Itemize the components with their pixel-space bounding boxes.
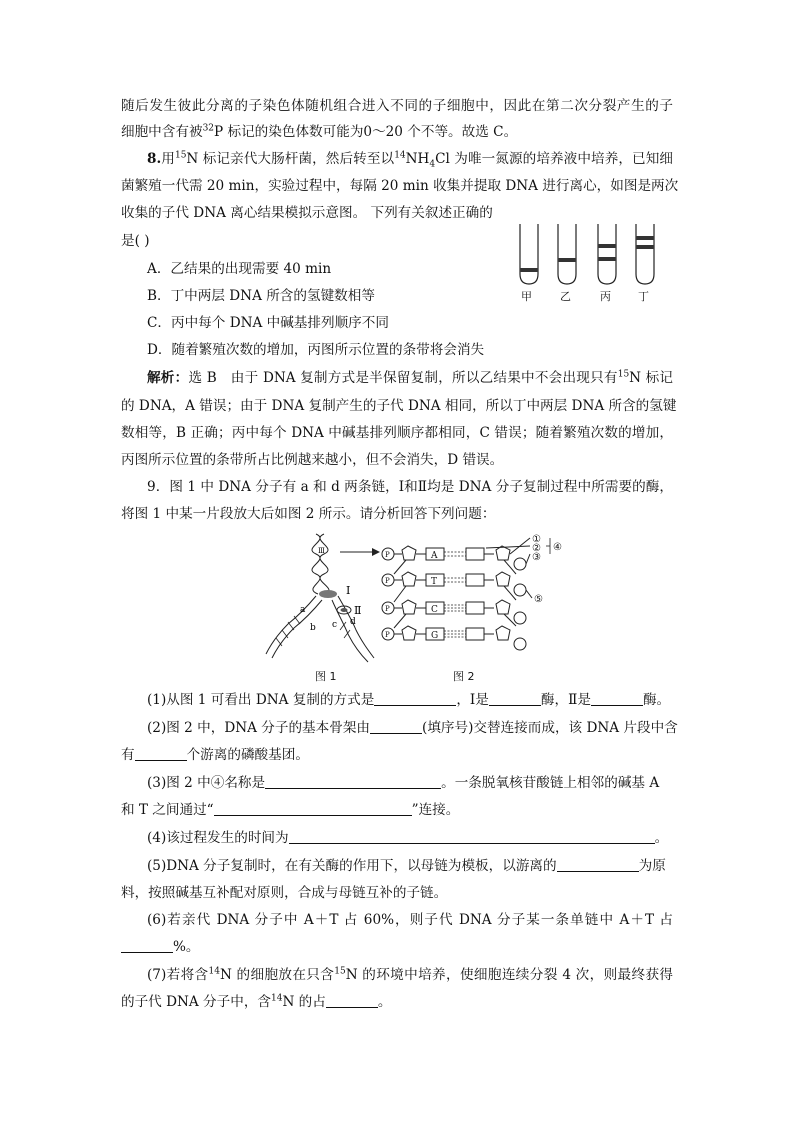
q9-sub-3-line-1: (3)图 2 中④名称是 。一条脱氧核苷酸链上相邻的碱基 A: [147, 775, 660, 791]
q8-option-a: A．乙结果的出现需要 40 min: [147, 261, 332, 277]
q9-line-2: 将图 1 中某一片段放大后如图 2 所示。请分析回答下列问题：: [121, 506, 496, 522]
q9-sub-6-line-2: %。: [121, 937, 673, 957]
carryover-line-2: 细胞中含有被$^{32}$P 标记的染色体数可能为0～20 个不等。故选 C。: [121, 123, 518, 140]
fig2-base-g: G: [431, 631, 439, 641]
q9-sub-4: (4)该过程发生的时间为 。: [147, 830, 669, 846]
band-bing-middle: [599, 257, 616, 261]
tube-yi: [558, 224, 576, 284]
tube-label-yi: 乙: [560, 290, 571, 303]
q9-sub-2-line-2: 有 个游离的磷酸基团。: [121, 747, 309, 763]
tube-ding: [636, 224, 654, 284]
fig1-label-c: c: [332, 620, 338, 630]
q8-line-3: 收集的子代 DNA 离心结果模拟示意图。 下列有关叙述正确的: [121, 205, 493, 221]
q8-explanation-line-3: 数相等，B 正确；丙中每个 DNA 中碱基排列顺序都相同，C 错误；随着繁殖次数的增加，: [121, 425, 673, 441]
q9-sub-5-line-1: (5)DNA 分子复制时，在有关酶的作用下，以母链为模板，以游离的 为原: [147, 858, 666, 874]
q8-line-4: 是( ): [121, 233, 150, 249]
fig2-base-a: A: [431, 551, 438, 561]
fig1-label-b: b: [310, 623, 316, 633]
band-ding-top: [637, 236, 654, 240]
q8-line-1: 8.用$^{15}$N 标记亲代大肠杆菌，然后转至以$^{14}NH_4Cl$ 为唯一氮源的培养液中培养，已知细: [147, 150, 674, 170]
answer-blank[interactable]: [374, 691, 456, 706]
fig2-base-t: T: [431, 577, 438, 587]
fig2-base-c: C: [431, 605, 438, 615]
answer-blank[interactable]: [591, 691, 643, 706]
q9-sub-7-line-1: (7)若将含$^{14}$N 的细胞放在只含$^{15}$N 的环境中培养，使细胞连续分裂 4 次，则最终获得: [147, 966, 673, 983]
tube-label-jia: 甲: [521, 290, 532, 303]
answer-blank[interactable]: [214, 801, 412, 816]
q8-option-d: D．随着繁殖次数的增加，丙图所示位置的条带将会消失: [147, 342, 485, 358]
tube-label-bing: 丙: [600, 290, 611, 303]
answer-blank[interactable]: [265, 774, 441, 789]
band-ding-middle: [637, 245, 654, 249]
tube-label-ding: 丁: [638, 290, 649, 303]
fig1-label-enzyme-1: Ⅰ: [346, 584, 351, 597]
answer-blank[interactable]: [289, 829, 655, 844]
carryover-line-1: 随后发生彼此分离的子染色体随机组合进入不同的子细胞中，因此在第二次分裂产生的子: [121, 98, 673, 114]
answer-blank[interactable]: [326, 993, 378, 1008]
fig2-label-3: ③: [532, 552, 541, 563]
q9-line-1: 9．图 1 中 DNA 分子有 a 和 d 两条链，Ⅰ和Ⅱ均是 DNA 分子复制过程中所需要的酶，: [147, 479, 673, 495]
q9-sub-7-line-2: 的子代 DNA 分子中，含$^{14}$N 的占 。: [121, 993, 392, 1010]
fig2-label-2: ②: [532, 543, 541, 554]
q9-sub-1: (1)从图 1 可看出 DNA 复制的方式是 ，Ⅰ是 酶，Ⅱ是 酶。: [147, 692, 671, 708]
q8-option-b: B．丁中两层 DNA 所含的氢键数相等: [147, 288, 375, 304]
q9-sub-2-line-1: (2)图 2 中，DNA 分子的基本骨架由 (填序号)交替连接而成，该 DNA 片段中含: [147, 720, 678, 736]
q8-explanation-line-2: 的 DNA，A 错误；由于 DNA 复制产生的子代 DNA 相同，所以丁中两层 DNA 所含的氢键: [121, 398, 677, 414]
fig2-phosphate-2: P: [385, 577, 390, 585]
tube-bing: [598, 224, 616, 284]
band-bing-upper: [599, 244, 616, 248]
fig1-label-top: Ⅲ: [318, 547, 325, 555]
answer-blank[interactable]: [135, 746, 187, 761]
fig2-phosphate-4: P: [385, 631, 390, 639]
fig1-label-d: d: [350, 617, 356, 627]
q8-line-2: 菌繁殖一代需 20 min，实验过程中，每隔 20 min 收集并提取 DNA 进行离心，如图是两次: [121, 178, 679, 194]
q9-sub-5-line-2: 料，按照碱基互补配对原则，合成与母链互补的子链。: [121, 885, 448, 901]
band-yi-middle: [559, 258, 576, 262]
answer-blank[interactable]: [121, 938, 173, 953]
q8-option-c: C．丙中每个 DNA 中碱基排列顺序不同: [147, 315, 389, 331]
fig2-label-5: ⑤: [534, 594, 543, 605]
answer-blank[interactable]: [370, 719, 422, 734]
fig2-phosphate-1: P: [385, 551, 390, 559]
answer-blank[interactable]: [557, 857, 639, 872]
band-jia-bottom: [521, 268, 538, 272]
fig1-label-enzyme-2: Ⅱ: [354, 604, 362, 617]
fig1-label-a: a: [300, 605, 306, 615]
fig2-label-1: ①: [532, 534, 541, 545]
fig2-phosphate-3: P: [385, 605, 390, 613]
fig2-label-4: ④: [553, 542, 562, 553]
answer-blank[interactable]: [489, 691, 541, 706]
figure-1-caption: 图 1: [315, 670, 337, 683]
figure-2-caption: 图 2: [453, 670, 475, 683]
q8-explanation-line-4: 丙图所示位置的条带所占比例越来越小，但不会消失，D 错误。: [121, 452, 504, 468]
tube-jia: [520, 224, 538, 284]
q8-explanation-line-1: 解析：选 B 由于 DNA 复制方式是半保留复制，所以乙结果中不会出现只有$^{15}$N 标记: [147, 369, 674, 386]
q9-sub-3-line-2: 和 T 之间通过“ ”连接。: [121, 802, 460, 818]
figure-2-dna-fragment: [380, 530, 580, 666]
q9-sub-6-line-1: (6)若亲代 DNA 分子中 A＋T 占 60%，则子代 DNA 分子某一条单链中 A＋T 占: [147, 912, 673, 928]
arrow-icon: [340, 546, 380, 558]
